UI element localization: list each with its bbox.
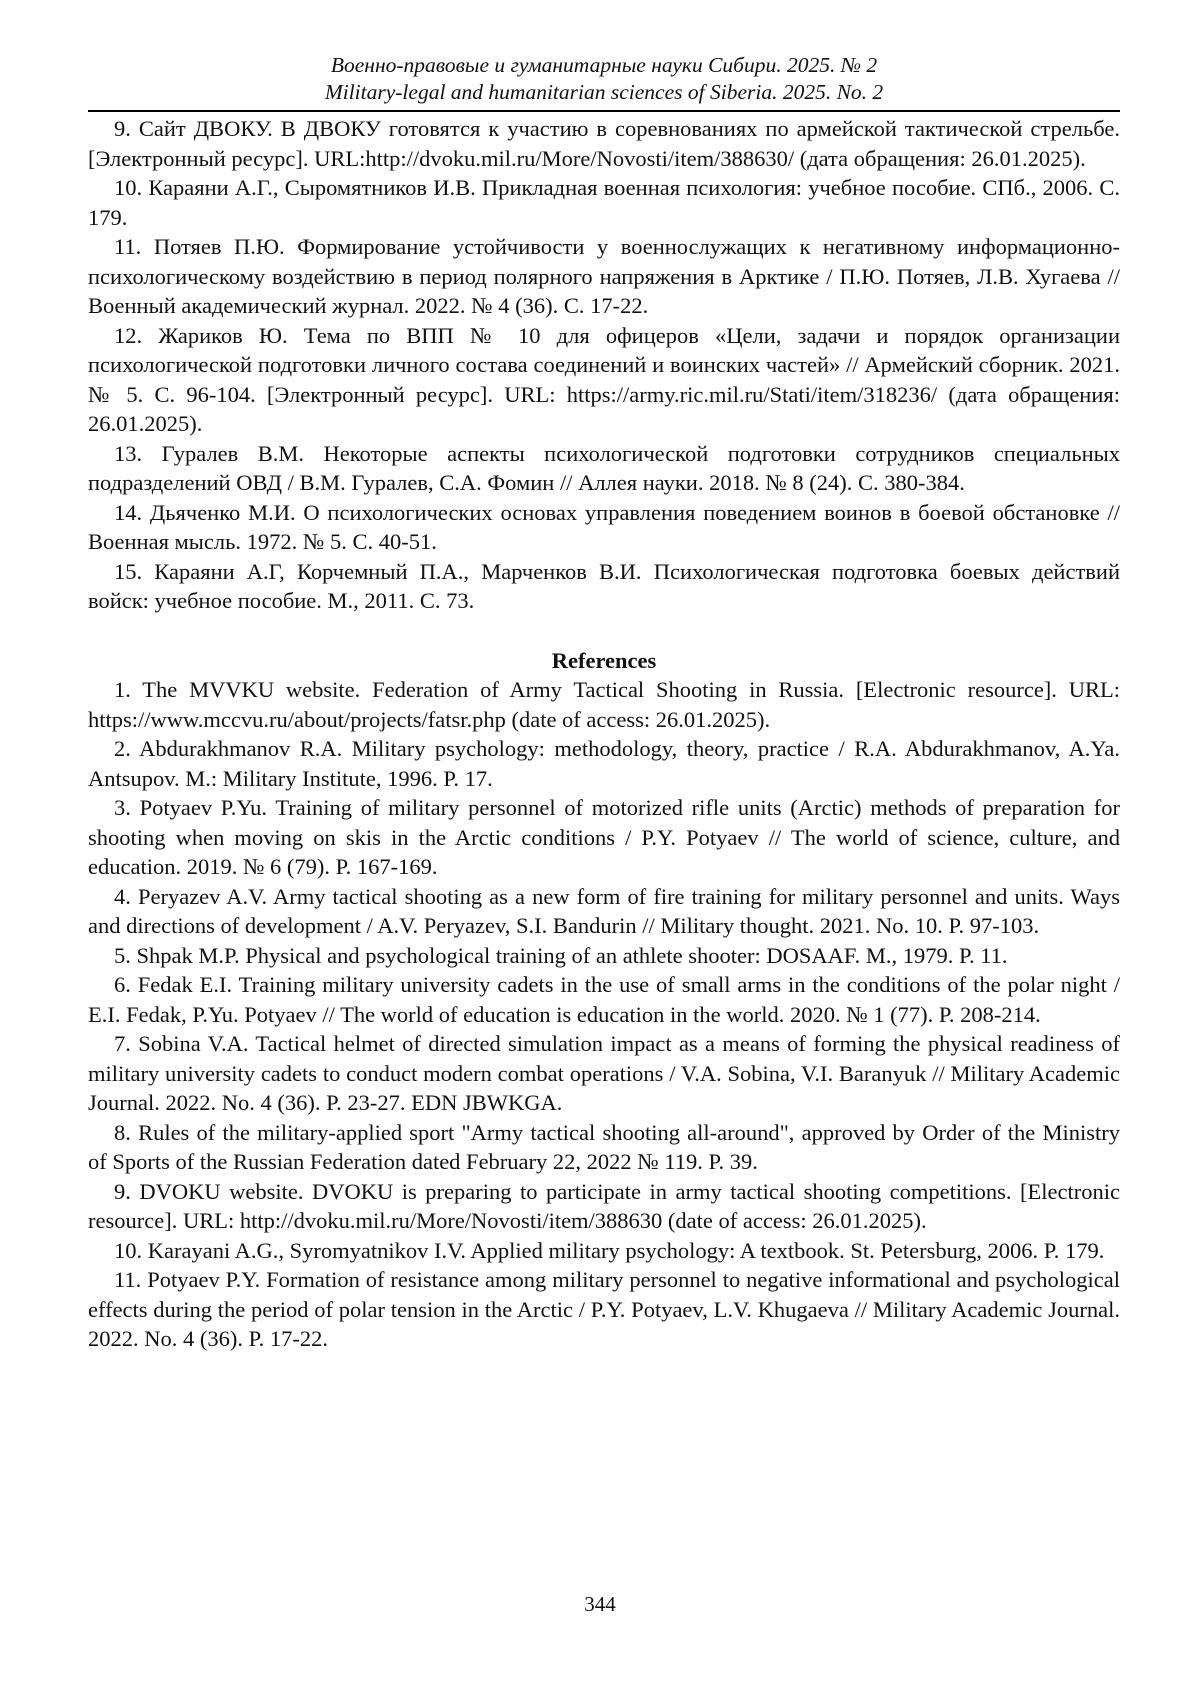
reference-item: 14. Дьяченко М.И. О психологических основах управления поведением воинов в боевой обстановке // Военная мысль. 1972. № 5. С. 40-51.	[88, 499, 1120, 554]
reference-item: 5. Shpak M.P. Physical and psychological training of an athlete shooter: DOSAAF. M., 1979. P. 11.	[114, 942, 1008, 968]
reference-item: 12. Жариков Ю. Тема по ВПП № 10 для офицеров «Цели, задачи и порядок организации психологической подготовки личного состава соединений и воинских частей» // Армейский сборник. 2021. № 5. С. 96-104. [Электронный ресурс]. URL: https://army.ric.mil.ru/Stati/item/318236/ (дата обращения: 26.01.2025).	[88, 322, 1120, 436]
reference-item: 4. Peryazev A.V. Army tactical shooting as a new form of fire training for military personnel and units. Ways and directions of development / A.V. Peryazev, S.I. Bandurin // Military thought. 2021. No. 10. P. 97-103.	[88, 883, 1120, 938]
reference-item: 11. Potyaev P.Y. Formation of resistance among military personnel to negative informational and psychological effects during the period of polar tension in the Arctic / P.Y. Potyaev, L.V. Khugaeva // Military Academic Journal. 2022. No. 4 (36). P. 17-22.	[88, 1267, 1120, 1351]
reference-item: 1. The MVVKU website. Federation of Army Tactical Shooting in Russia. [Electronic resource]. URL: https://www.mccvu.ru/about/projects/fatsr.php (date of access: 26.01.2025).	[88, 677, 1120, 732]
russian-reference-list	[88, 114, 1120, 616]
journal-title-en: Military-legal and humanitarian sciences of Siberia. 2025. No. 2	[324, 80, 884, 104]
reference-item: 15. Караяни А.Г, Корчемный П.А., Марченков В.И. Психологическая подготовка боевых действий войск: учебное пособие. М., 2011. С. 73.	[88, 558, 1120, 613]
page-body	[88, 114, 1120, 1354]
english-reference-list	[88, 675, 1120, 1354]
reference-item: 3. Potyaev P.Yu. Training of military personnel of motorized rifle units (Arctic) methods of preparation for shooting when moving on skis in the Arctic conditions / P.Y. Potyaev // The world of science, culture, and education. 2019. № 6 (79). P. 167-169.	[88, 795, 1120, 879]
header-rule	[88, 110, 1120, 112]
reference-item: 2. Abdurakhmanov R.A. Military psychology: methodology, theory, practice / R.A. Abdurakhmanov, A.Ya. Antsupov. M.: Military Institute, 1996. P. 17.	[88, 736, 1120, 791]
journal-title-ru: Военно-правовые и гуманитарные науки Сибири. 2025. № 2	[330, 53, 878, 77]
reference-item: 11. Потяев П.Ю. Формирование устойчивости у военнослужащих к негативному информационно-психологическому воздействию в период полярного напряжения в Арктике / П.Ю. Потяев, Л.В. Хугаева // Военный академический журнал. 2022. № 4 (36). С. 17-22.	[88, 234, 1120, 318]
reference-item: 7. Sobina V.A. Tactical helmet of directed simulation impact as a means of forming the physical readiness of military university cadets to conduct modern combat operations / V.A. Sobina, V.I. Baranyuk // Military Academic Journal. 2022. No. 4 (36). P. 23-27. EDN JBWKGA.	[88, 1031, 1120, 1115]
reference-item: 10. Karayani A.G., Syromyatnikov I.V. Applied military psychology: A textbook. St. Petersburg, 2006. P. 179.	[114, 1237, 1105, 1263]
running-header	[88, 52, 1120, 106]
reference-item: 6. Fedak E.I. Training military university cadets in the use of small arms in the conditions of the polar night / E.I. Fedak, P.Yu. Potyaev // The world of education is education in the world. 2020. № 1 (77). P. 208-214.	[88, 972, 1120, 1027]
reference-item: 13. Гуралев В.М. Некоторые аспекты психологической подготовки сотрудников специальных подразделений ОВД / В.М. Гуралев, С.А. Фомин // Аллея науки. 2018. № 8 (24). С. 380-384.	[88, 440, 1120, 495]
references-heading: References	[551, 647, 657, 673]
reference-item: 8. Rules of the military-applied sport "Army tactical shooting all-around", approved by Order of the Ministry of Sports of the Russian Federation dated February 22, 2022 № 119. P. 39.	[88, 1119, 1120, 1174]
page-number: 344	[584, 1592, 616, 1616]
reference-item: 9. Сайт ДВОКУ. В ДВОКУ готовятся к участию в соревнованиях по армейской тактической стрельбе. [Электронный ресурс]. URL:http://dvoku.mil.ru/More/Novosti/item/388630/ (дата обращения: 26.01.2025).	[88, 116, 1120, 171]
reference-item: 10. Караяни А.Г., Сыромятников И.В. Прикладная военная психология: учебное пособие. СПб., 2006. С. 179.	[88, 175, 1120, 230]
reference-item: 9. DVOKU website. DVOKU is preparing to participate in army tactical shooting competitions. [Electronic resource]. URL: http://dvoku.mil.ru/More/Novosti/item/388630 (date of access: 26.01.2025).	[88, 1178, 1120, 1233]
